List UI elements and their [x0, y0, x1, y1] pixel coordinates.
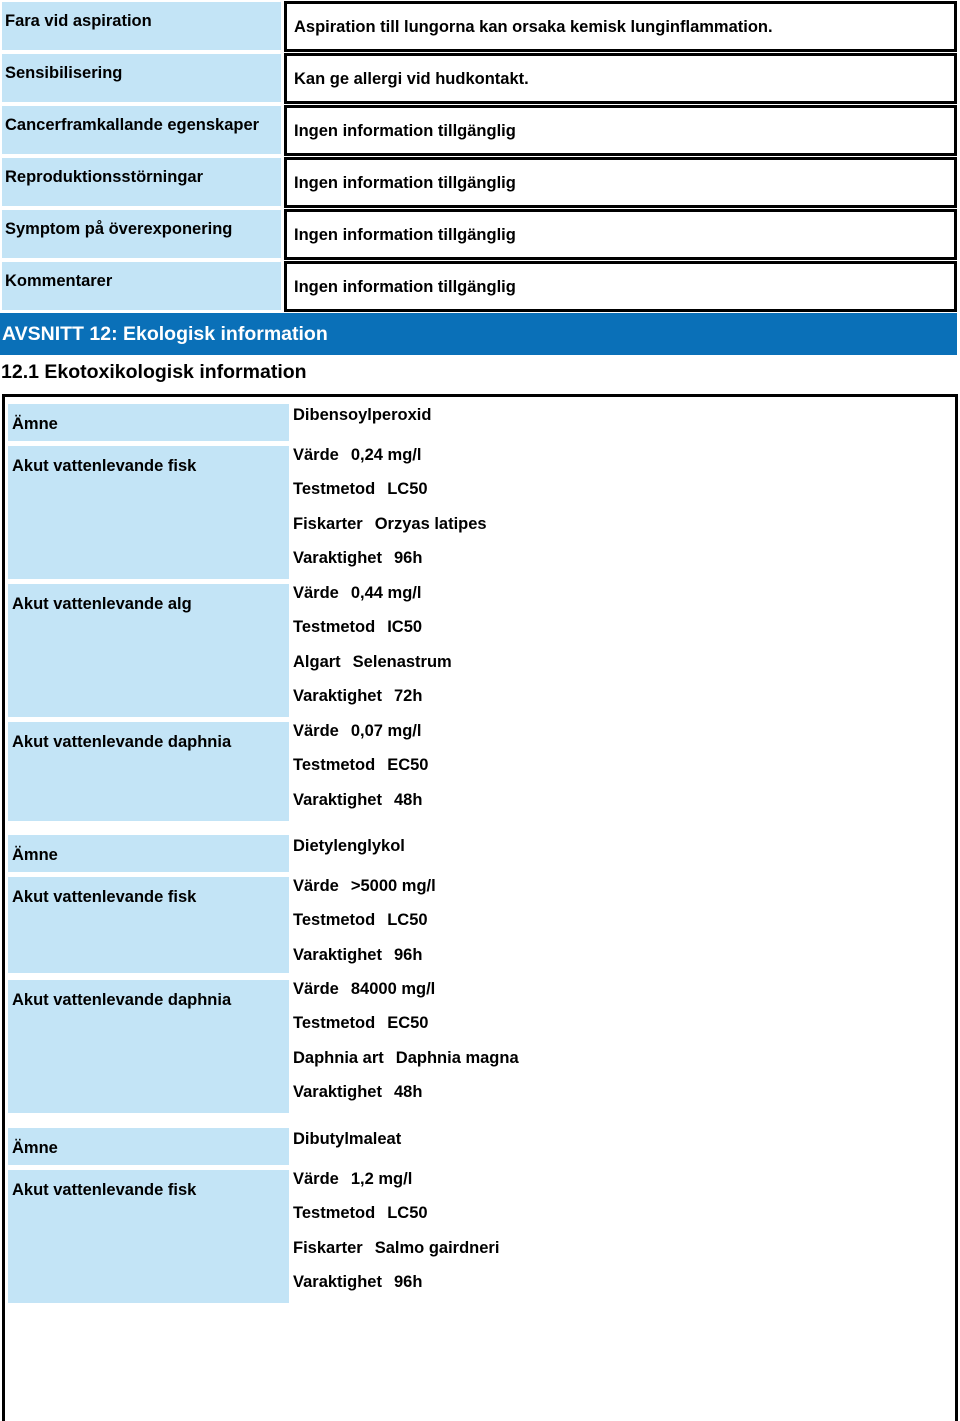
ecotox-key: Testmetod: [293, 618, 376, 637]
ecotox-key: Dibutylmaleat: [293, 1130, 402, 1148]
ecotox-values: [293, 972, 519, 1110]
toxicity-row-aspiration: [0, 0, 960, 52]
ecotox-label: Akut vattenlevande daphnia: [8, 722, 289, 821]
ecotox-key: Testmetod: [293, 480, 376, 499]
toxicity-value: Ingen information tillgänglig: [284, 157, 957, 208]
ecotox-values: [293, 576, 452, 714]
ecotox-values: [293, 1122, 401, 1156]
ecotox-value: EC50: [387, 1014, 429, 1033]
ecotox-values: [293, 829, 405, 863]
ecotox-line: [293, 1075, 519, 1109]
ecotox-value: LC50: [387, 911, 428, 930]
ecotox-key: Värde: [293, 877, 339, 895]
ecotox-label: Ämne: [8, 835, 289, 872]
ecotox-key: Testmetod: [293, 756, 376, 775]
ecotox-value: Daphnia magna: [395, 1048, 519, 1067]
ecotox-values: [293, 398, 431, 432]
ecotox-line: [293, 438, 487, 472]
ecotox-label: Akut vattenlevande daphnia: [8, 980, 289, 1113]
section-title: AVSNITT 12: Ekologisk information: [0, 313, 957, 355]
ecotox-line: [293, 1231, 499, 1265]
toxicity-label: Cancerframkallande egenskaper: [2, 106, 281, 154]
toxicity-value: Ingen information tillgänglig: [284, 105, 957, 156]
ecotox-values: [293, 438, 487, 576]
ecotox-line: [293, 783, 428, 817]
ecotox-line: [293, 576, 452, 610]
ecotox-value: IC50: [387, 618, 423, 637]
toxicity-table: [0, 0, 960, 312]
toxicity-label: Sensibilisering: [2, 54, 281, 102]
ecotox-label: Ämne: [8, 404, 289, 441]
ecotox-value: 0,44 mg/l: [350, 584, 422, 602]
ecotox-key: Dibensoylperoxid: [293, 406, 432, 424]
ecotox-value: >5000 mg/l: [350, 877, 436, 895]
ecotox-value: 48h: [393, 1083, 423, 1102]
ecotox-line: [293, 972, 519, 1006]
ecotox-key: Varaktighet: [293, 945, 382, 964]
ecotox-values: [293, 1162, 499, 1300]
ecotox-key: Värde: [293, 446, 339, 464]
ecotox-line: [293, 1162, 499, 1196]
ecotox-key: Daphnia art: [293, 1048, 384, 1067]
ecotox-value: Orzyas latipes: [374, 514, 487, 533]
ecotox-key: Varaktighet: [293, 549, 382, 568]
ecotox-key: Värde: [293, 980, 339, 998]
ecotox-key: Testmetod: [293, 1204, 376, 1223]
ecotox-line: [293, 829, 405, 863]
ecotox-label: Akut vattenlevande alg: [8, 584, 289, 717]
toxicity-value: Kan ge allergi vid hudkontakt.: [284, 53, 957, 104]
ecotox-line: [293, 1006, 519, 1040]
ecotox-value: LC50: [387, 480, 428, 499]
ecotox-value: 96h: [393, 945, 423, 964]
ecotox-line: [293, 1265, 499, 1299]
ecotox-value: Selenastrum: [352, 652, 452, 671]
ecotox-key: Varaktighet: [293, 1273, 382, 1292]
ecotox-line: [293, 1196, 499, 1230]
toxicity-value: Ingen information tillgänglig: [284, 261, 957, 312]
toxicity-row-carcinogenicity: [0, 104, 960, 156]
ecotox-line: [293, 610, 452, 644]
ecotox-value: 0,07 mg/l: [350, 722, 422, 740]
ecotox-line: [293, 938, 436, 972]
ecotox-line: [293, 541, 487, 575]
ecotox-value: 0,24 mg/l: [350, 446, 422, 464]
ecotox-value: 96h: [393, 549, 423, 568]
ecotox-line: [293, 398, 431, 432]
ecotox-key: Värde: [293, 584, 339, 602]
toxicity-row-comments: [0, 260, 960, 312]
ecotox-label: Ämne: [8, 1128, 289, 1165]
ecotox-label: Akut vattenlevande fisk: [8, 446, 289, 579]
ecotox-value: 72h: [393, 687, 423, 706]
ecotox-line: [293, 903, 436, 937]
ecotox-key: Varaktighet: [293, 790, 382, 809]
toxicity-row-reproductive: [0, 156, 960, 208]
ecotox-key: Testmetod: [293, 911, 376, 930]
toxicity-label: Fara vid aspiration: [2, 2, 281, 50]
ecotox-key: Testmetod: [293, 1014, 376, 1033]
toxicity-value: Aspiration till lungorna kan orsaka kemisk lunginflammation.: [284, 1, 957, 52]
toxicity-label: Symptom på överexponering: [2, 210, 281, 258]
ecotox-value: EC50: [387, 756, 429, 775]
ecotox-key: Värde: [293, 1170, 339, 1188]
ecotox-line: [293, 472, 487, 506]
toxicity-label: Reproduktionsstörningar: [2, 158, 281, 206]
ecotox-line: [293, 748, 428, 782]
ecotox-line: [293, 1122, 401, 1156]
ecotox-value: 1,2 mg/l: [350, 1170, 413, 1188]
ecotox-values: [293, 869, 436, 972]
ecotox-key: Algart: [293, 652, 341, 671]
ecotox-key: Dietylenglykol: [293, 837, 405, 855]
ecotox-line: [293, 645, 452, 679]
ecotox-key: Varaktighet: [293, 687, 382, 706]
ecotox-label: Akut vattenlevande fisk: [8, 1170, 289, 1303]
ecotox-value: 84000 mg/l: [350, 980, 436, 998]
ecotox-line: [293, 1041, 519, 1075]
toxicity-label: Kommentarer: [2, 262, 281, 310]
ecotox-value: Salmo gairdneri: [374, 1238, 500, 1257]
ecotox-value: LC50: [387, 1204, 428, 1223]
toxicity-row-symptoms: [0, 208, 960, 260]
ecotox-line: [293, 679, 452, 713]
ecotox-values: [293, 714, 428, 817]
ecotox-value: 96h: [393, 1273, 423, 1292]
ecotox-value: 48h: [393, 790, 423, 809]
ecotox-key: Varaktighet: [293, 1083, 382, 1102]
ecotox-line: [293, 714, 428, 748]
ecotox-key: Värde: [293, 722, 339, 740]
ecotox-key: Fiskarter: [293, 1238, 363, 1257]
toxicity-row-sensitization: [0, 52, 960, 104]
ecotox-line: [293, 869, 436, 903]
ecotox-line: [293, 507, 487, 541]
ecotox-key: Fiskarter: [293, 514, 363, 533]
toxicity-value: Ingen information tillgänglig: [284, 209, 957, 260]
ecotox-label: Akut vattenlevande fisk: [8, 877, 289, 973]
subsection-title: 12.1 Ekotoxikologisk information: [1, 361, 307, 383]
